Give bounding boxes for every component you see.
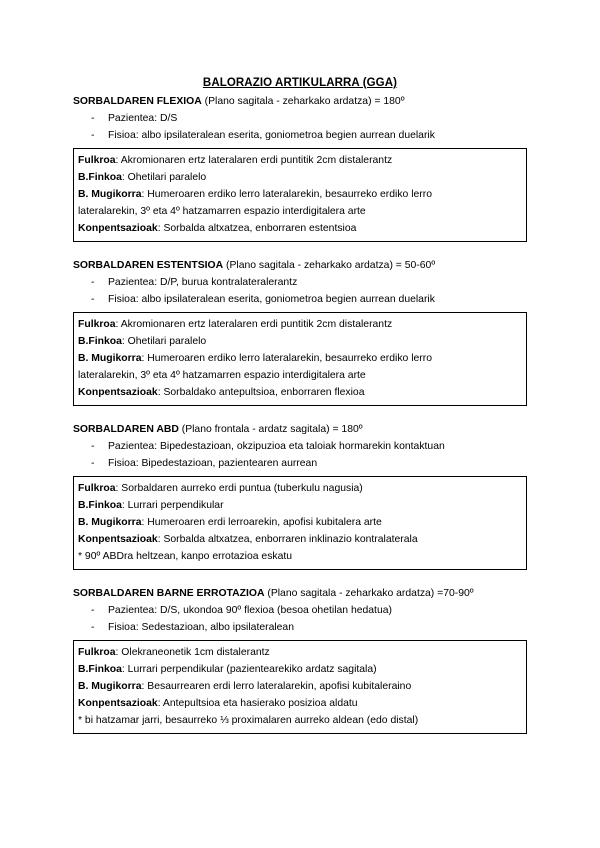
section-shoulder-internal-rotation bbox=[73, 586, 533, 734]
heading-text: (Plano sagitala - zeharkako ardatza) = 180º bbox=[201, 96, 405, 107]
heading-text: (Plano sagitala - zeharkako ardatza) =70-90º bbox=[264, 588, 474, 599]
box-line: B. Mugikorra: Humeroaren erdiko lerro lateralarekin, besaurreko erdiko lerro bbox=[78, 353, 433, 364]
measurement-box bbox=[73, 640, 527, 734]
section-shoulder-abduction bbox=[73, 422, 533, 570]
heading-bold: SORBALDAREN ABD bbox=[73, 424, 179, 435]
list-item: - Fisioa: albo ipsilateralean eserita, goniometroa begien aurrean duelarik bbox=[91, 130, 435, 141]
box-line: Konpentsazioak: Sorbalda altxatzea, enborraren inklinazio kontralaterala bbox=[78, 534, 418, 545]
box-line: Fulkroa: Olekraneonetik 1cm distalerantz bbox=[78, 647, 270, 658]
list-item: - Fisioa: Sedestazioan, albo ipsilateralean bbox=[91, 622, 294, 633]
box-line: Konpentsazioak: Sorbalda altxatzea, enborraren estentsioa bbox=[78, 223, 357, 234]
box-note: * bi hatzamar jarri, besaurreko ⅓ proximalaren aurreko aldean (edo distal) bbox=[78, 715, 419, 726]
box-line: Fulkroa: Sorbaldaren aurreko erdi puntua (tuberkulu nagusia) bbox=[78, 483, 363, 494]
heading-bold: SORBALDAREN BARNE ERROTAZIOA bbox=[73, 588, 265, 599]
heading-text: (Plano sagitala - zeharkako ardatza) = 50-60º bbox=[223, 260, 436, 271]
list-item: - Fisioa: Bipedestazioan, pazientearen aurrean bbox=[91, 458, 318, 469]
list-item: - Pazientea: D/S, ukondoa 90º flexioa (besoa ohetilan hedatua) bbox=[91, 605, 392, 616]
heading-bold: SORBALDAREN ESTENTSIOA bbox=[73, 260, 224, 271]
box-line: B. Mugikorra: Besaurrearen erdi lerro lateralarekin, apofisi kubitaleraino bbox=[78, 681, 412, 692]
box-line: B. Mugikorra: Humeroaren erdi lerroarekin, apofisi kubitalera arte bbox=[78, 517, 382, 528]
section-shoulder-extension bbox=[73, 258, 533, 406]
list-item: - Fisioa: albo ipsilateralean eserita, goniometroa begien aurrean duelarik bbox=[91, 294, 435, 305]
list-item: - Pazientea: D/P, burua kontralateralerantz bbox=[91, 277, 298, 288]
box-line: Fulkroa: Akromionaren ertz lateralaren erdi puntitik 2cm distalerantz bbox=[78, 155, 393, 166]
section-heading bbox=[73, 94, 533, 109]
bullet-list bbox=[73, 110, 533, 144]
section-heading bbox=[73, 258, 533, 273]
section-shoulder-flexion bbox=[73, 94, 533, 242]
measurement-box bbox=[73, 476, 527, 570]
document-title: BALORAZIO ARTIKULARRA (GGA) bbox=[202, 77, 398, 89]
box-line: B. Mugikorra: Humeroaren erdiko lerro lateralarekin, besaurreko erdiko lerro bbox=[78, 189, 433, 200]
box-line: B.Finkoa: Ohetilari paralelo bbox=[78, 172, 207, 183]
list-item: - Pazientea: Bipedestazioan, okzipuzioa eta taloiak hormarekin kontaktuan bbox=[91, 441, 445, 452]
heading-bold: SORBALDAREN FLEXIOA bbox=[73, 96, 202, 107]
measurement-box bbox=[73, 148, 527, 242]
box-line: B.Finkoa: Ohetilari paralelo bbox=[78, 336, 207, 347]
box-line: B.Finkoa: Lurrari perpendikular bbox=[78, 500, 224, 511]
box-line: B.Finkoa: Lurrari perpendikular (pazientearekiko ardatz sagitala) bbox=[78, 664, 377, 675]
bullet-list bbox=[73, 274, 533, 308]
box-line: Konpentsazioak: Sorbaldako antepultsioa, enborraren flexioa bbox=[78, 387, 365, 398]
box-line: lateralarekin, 3º eta 4º hatzamarren espazio interdigitalera arte bbox=[78, 206, 366, 217]
section-heading bbox=[73, 586, 533, 601]
heading-text: (Plano frontala - ardatz sagitala) = 180º bbox=[178, 424, 363, 435]
list-item: - Pazientea: D/S bbox=[91, 113, 178, 124]
box-note: * 90º ABDra heltzean, kanpo errotazioa eskatu bbox=[78, 551, 293, 562]
measurement-box bbox=[73, 312, 527, 406]
box-line: Konpentsazioak: Antepultsioa eta hasierako posizioa aldatu bbox=[78, 698, 358, 709]
box-line: lateralarekin, 3º eta 4º hatzamarren espazio interdigitalera arte bbox=[78, 370, 366, 381]
bullet-list bbox=[73, 438, 533, 472]
bullet-list bbox=[73, 602, 533, 636]
section-heading bbox=[73, 422, 533, 437]
box-line: Fulkroa: Akromionaren ertz lateralaren erdi puntitik 2cm distalerantz bbox=[78, 319, 393, 330]
